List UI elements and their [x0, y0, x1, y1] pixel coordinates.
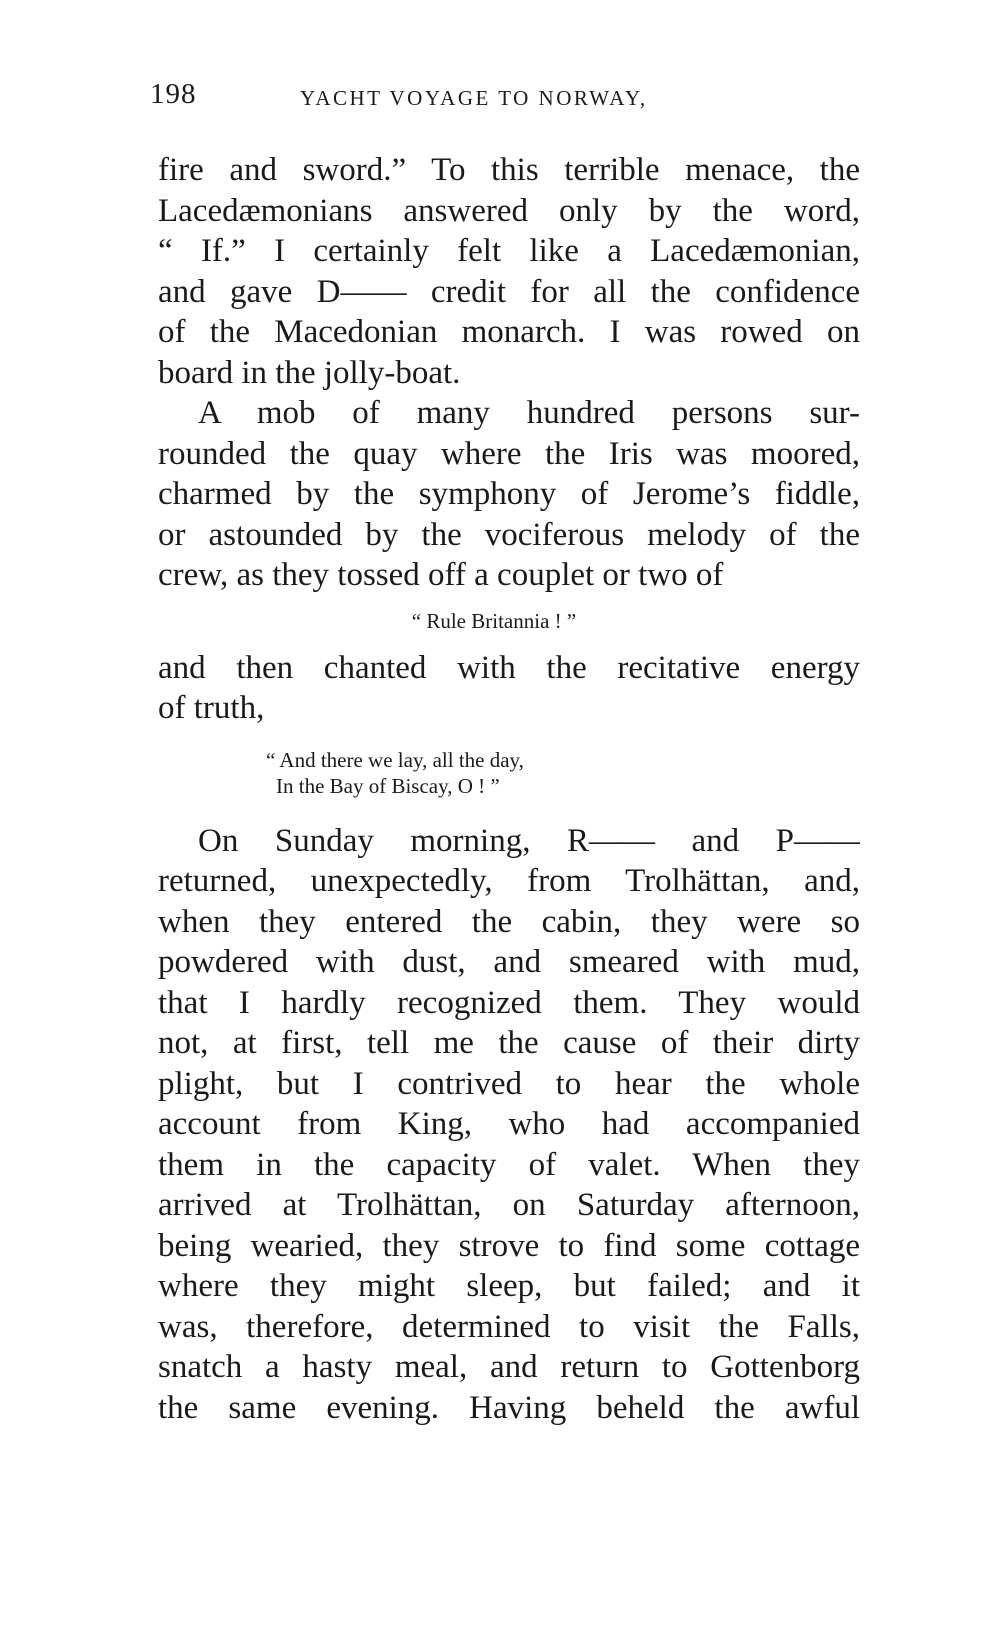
text-line: board in the jolly-boat. — [158, 354, 461, 391]
text-line: powdered with dust, and smeared with mud, — [158, 944, 860, 980]
body-text — [158, 150, 860, 1428]
text-line: Lacedæmonians answered only by the word, — [158, 192, 860, 229]
paragraph-1 — [158, 150, 860, 393]
paragraph-3 — [158, 648, 860, 729]
paragraph-4 — [158, 821, 860, 1429]
text-line: returned, unexpectedly, from Trolhättan, and, — [158, 863, 860, 899]
running-title: YACHT VOYAGE TO NORWAY, — [300, 86, 648, 110]
block-quote-rule-britannia: “ Rule Britannia ! ” — [411, 608, 577, 633]
page-number: 198 — [150, 78, 197, 110]
text-line: “ If.” I certainly felt like a Lacedæmonian, — [158, 233, 860, 269]
text-line: the same evening. Having beheld the awful — [158, 1389, 860, 1426]
text-line: where they might sleep, but failed; and it — [158, 1268, 860, 1304]
text-line: snatch a hasty meal, and return to Gottenborg — [158, 1349, 860, 1385]
text-line: and gave D—— credit for all the confidence — [158, 273, 860, 310]
text-line: fire and sword.” To this terrible menace, the — [158, 152, 860, 188]
text-line: them in the capacity of valet. When they — [158, 1146, 860, 1183]
text-line: of the Macedonian monarch. I was rowed on — [158, 314, 860, 350]
verse-line: “ And there we lay, all the day, — [266, 747, 524, 772]
text-line: was, therefore, determined to visit the Falls, — [158, 1308, 860, 1345]
running-head — [150, 78, 770, 118]
text-line: On Sunday morning, R—— and P—— — [198, 822, 860, 859]
block-quote-bay-of-biscay — [158, 729, 860, 821]
text-line: that I hardly recognized them. They would — [158, 984, 860, 1021]
text-line: account from King, who had accompanied — [158, 1106, 860, 1142]
text-line: of truth, — [158, 690, 265, 726]
text-line: rounded the quay where the Iris was moored, — [158, 435, 860, 472]
text-line: when they entered the cabin, they were so — [158, 903, 860, 940]
text-line: or astounded by the vociferous melody of the — [158, 516, 860, 553]
text-line: and then chanted with the recitative energy — [158, 649, 860, 686]
verse-line: In the Bay of Biscay, O ! ” — [276, 773, 500, 798]
text-line: charmed by the symphony of Jerome’s fiddle, — [158, 476, 860, 512]
paragraph-2 — [158, 393, 860, 596]
text-line: arrived at Trolhättan, on Saturday afternoon, — [158, 1187, 860, 1223]
text-line: crew, as they tossed off a couplet or two of — [158, 557, 724, 593]
text-line: A mob of many hundred persons sur- — [198, 395, 860, 431]
text-line: not, at first, tell me the cause of their dirty — [158, 1025, 860, 1061]
text-line: being wearied, they strove to find some cottage — [158, 1227, 860, 1264]
text-line: plight, but I contrived to hear the whole — [158, 1065, 860, 1102]
